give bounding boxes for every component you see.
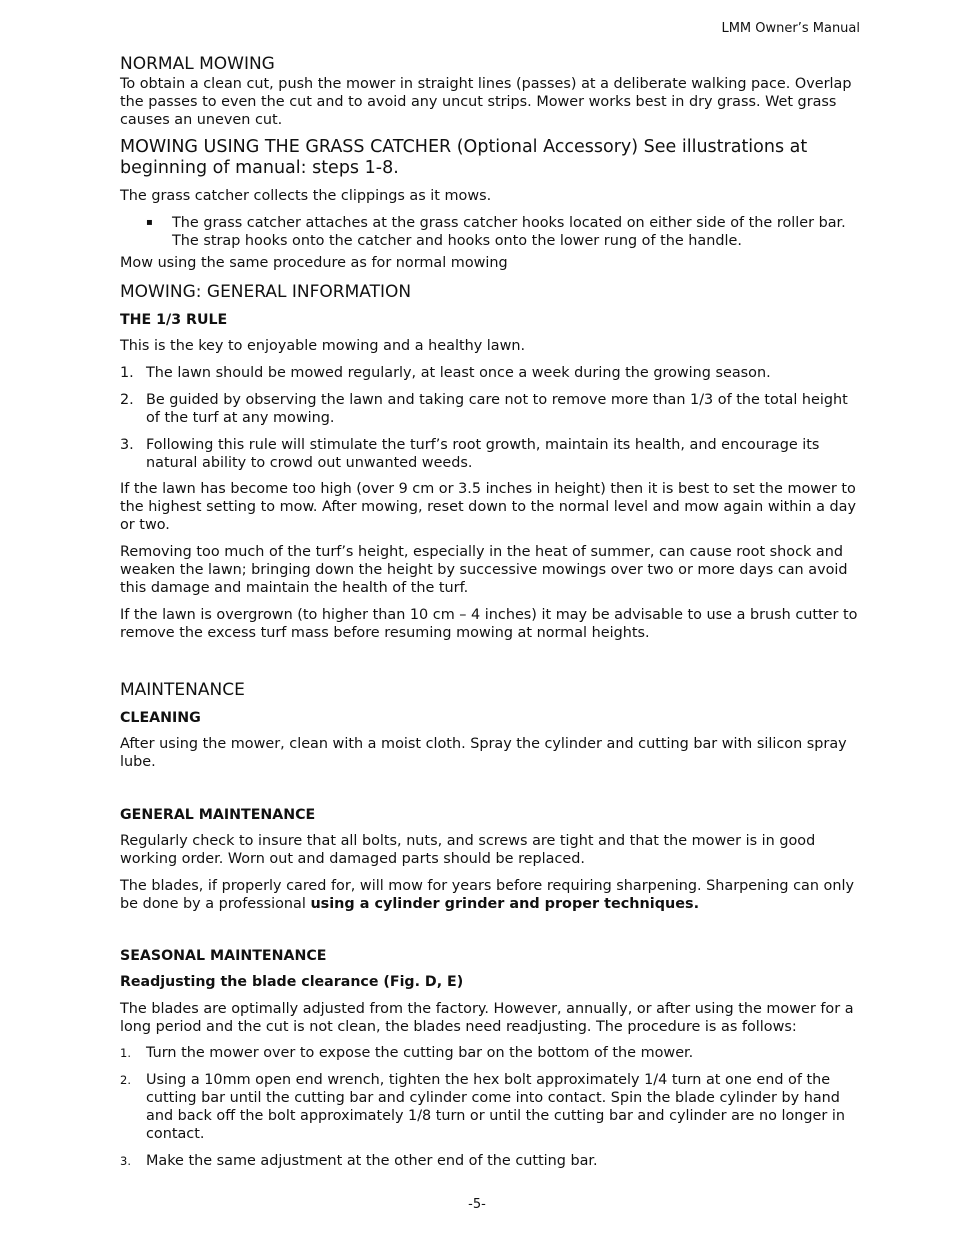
- blades-bold-text: using a cylinder grinder and proper techniques.: [310, 896, 700, 912]
- heading-one-third-rule: THE 1/3 RULE: [120, 312, 228, 328]
- blades-paragraph: [120, 877, 862, 913]
- step-number: 1.: [120, 1046, 131, 1060]
- list-item-text: The lawn should be mowed regularly, at least once a week during the growing season.: [146, 365, 771, 381]
- procedure-step: [120, 1152, 862, 1170]
- rule-list-item: [120, 364, 862, 382]
- cleaning-text: After using the mower, clean with a moist cloth. Spray the cylinder and cutting bar with silicon spray lube.: [120, 736, 847, 770]
- root-shock-paragraph: Removing too much of the turf’s height, especially in the heat of summer, can cause root shock and weaken the lawn; bringing down the height by successive mowings over two or more days can avoid this damage and maintain the health of the turf.: [120, 544, 848, 596]
- list-number: 2.: [120, 392, 134, 408]
- blades-text: The blades, if properly cared for, will mow for years before requiring sharpening. Sharpening can only be done by a professional: [120, 878, 854, 912]
- running-header: LMM Owner’s Manual: [721, 21, 860, 36]
- heading-general-maintenance: GENERAL MAINTENANCE: [120, 807, 316, 823]
- overgrown-paragraph: If the lawn has become too high (over 9 cm or 3.5 inches in height) then it is best to set the mower to the highest setting to mow. After mowing, reset down to the normal level and mow again within a day or two.: [120, 481, 856, 533]
- step-text: Using a 10mm open end wrench, tighten the hex bolt approximately 1/4 turn at one end of the cutting bar until the cutting bar and cylinder come into contact. Spin the blade cylinder by hand and back off the bolt approximately 1/8 turn or until the cutting bar and cylinder are no longer in contact.: [146, 1072, 845, 1142]
- section-grass-catcher: [120, 137, 862, 272]
- heading-grass-catcher: MOWING USING THE GRASS CATCHER (Optional Accessory) See illustrations at beginning of manual: steps 1-8.: [120, 137, 808, 178]
- brush-cutter-paragraph: If the lawn is overgrown (to higher than 10 cm – 4 inches) it may be advisable to use a brush cutter to remove the excess turf mass before resuming mowing at normal heights.: [120, 607, 858, 641]
- grass-catcher-outro: Mow using the same procedure as for normal mowing: [120, 255, 508, 271]
- heading-general-information: MOWING: GENERAL INFORMATION: [120, 282, 412, 302]
- list-item-text: Be guided by observing the lawn and taking care not to remove more than 1/3 of the total height of the turf at any mowing.: [146, 392, 848, 426]
- rule-list-item: [120, 391, 862, 427]
- step-text: Turn the mower over to expose the cutting bar on the bottom of the mower.: [146, 1045, 694, 1061]
- step-number: 2.: [120, 1073, 131, 1087]
- grass-catcher-bullet-text: The grass catcher attaches at the grass catcher hooks located on either side of the roller bar. The strap hooks onto the catcher and hooks onto the lower rung of the handle.: [172, 215, 846, 249]
- normal-mowing-text: To obtain a clean cut, push the mower in straight lines (passes) at a deliberate walking pace. Overlap the passes to even the cut and to avoid any uncut strips. Mower works best in dry grass. Wet grass causes an uneven cut.: [120, 76, 852, 128]
- list-number: 1.: [120, 365, 134, 381]
- list-item-text: Following this rule will stimulate the turf’s root growth, maintain its health, and encourage its natural ability to crowd out unwanted weeds.: [146, 437, 820, 471]
- bullet-square-icon: ▪: [146, 217, 153, 228]
- section-normal-mowing: [120, 54, 862, 129]
- rule-list-item: [120, 436, 862, 472]
- procedure-step: [120, 1044, 862, 1062]
- grass-catcher-bullet-item: [120, 214, 862, 250]
- heading-seasonal-maintenance: SEASONAL MAINTENANCE: [120, 948, 327, 964]
- heading-readjusting-blade: Readjusting the blade clearance (Fig. D, E): [120, 974, 464, 990]
- step-text: Make the same adjustment at the other end of the cutting bar.: [146, 1153, 598, 1169]
- section-general-information: [120, 282, 862, 642]
- heading-maintenance: MAINTENANCE: [120, 680, 245, 700]
- heading-cleaning: CLEANING: [120, 710, 201, 726]
- rule-intro: This is the key to enjoyable mowing and a healthy lawn.: [120, 338, 526, 354]
- grass-catcher-intro: The grass catcher collects the clippings as it mows.: [120, 188, 492, 204]
- step-number: 3.: [120, 1154, 131, 1168]
- page-number: -5-: [468, 1197, 486, 1212]
- heading-normal-mowing: NORMAL MOWING: [120, 54, 275, 74]
- procedure-step: [120, 1071, 862, 1143]
- general-maintenance-text: Regularly check to insure that all bolts, nuts, and screws are tight and that the mower is in good working order. Worn out and damaged parts should be replaced.: [120, 833, 816, 867]
- list-number: 3.: [120, 437, 134, 453]
- section-maintenance: [120, 680, 862, 1170]
- readjust-intro: The blades are optimally adjusted from the factory. However, annually, or after using the mower for a long period and the cut is not clean, the blades need readjusting. The procedure is as follows:: [120, 1001, 854, 1035]
